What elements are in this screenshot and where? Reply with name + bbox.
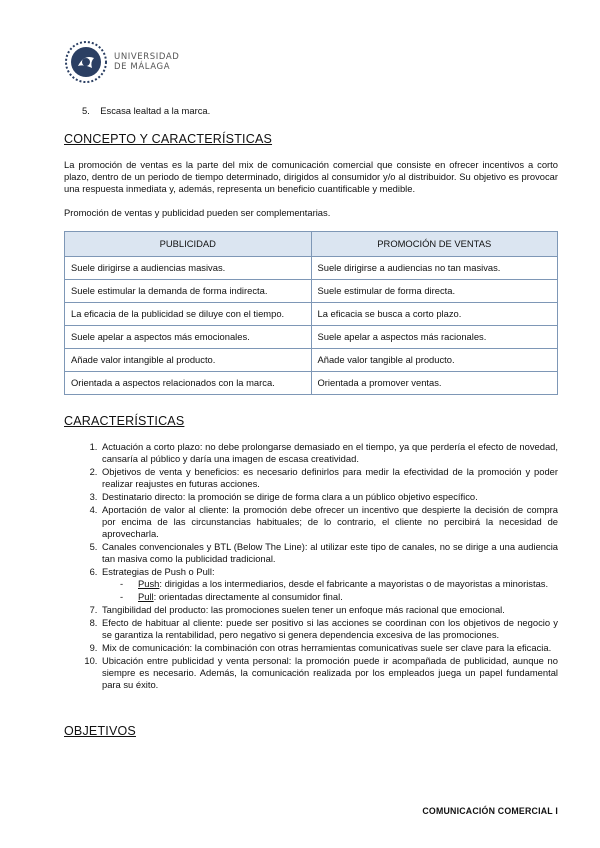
- logo-line2: DE MÁLAGA: [114, 62, 171, 72]
- university-seal-icon: [64, 40, 108, 84]
- table-cell: Suele apelar a aspectos más racionales.: [311, 326, 558, 349]
- table-row: [65, 326, 558, 349]
- table-cell: Suele estimular de forma directa.: [311, 280, 558, 303]
- list-item: 7. Tangibilidad del producto: las promociones suelen tener un enfoque más racional que emocional.: [100, 604, 558, 616]
- list-item: [100, 566, 558, 603]
- table-cell: Añade valor intangible al producto.: [65, 349, 312, 372]
- comparison-table: [64, 231, 558, 395]
- table-cell: La eficacia se busca a corto plazo.: [311, 303, 558, 326]
- paragraph-definition: La promoción de ventas es la parte del mix de comunicación comercial que consiste en ofrecer incentivos a corto plazo, dentro de un periodo de tiempo determinado, dirigidos al consumidor y/o al distribuidor. Su objetivo es provocar una respuesta inmediata y, además, representa un beneficio cuantificable y medible.: [64, 159, 558, 194]
- table-row: [65, 372, 558, 395]
- term-push: Push: [138, 578, 160, 589]
- section-title-concepto: CONCEPTO Y CARACTERÍSTICAS: [64, 132, 273, 146]
- table-cell: Orientada a promover ventas.: [311, 372, 558, 395]
- logo-line1: UNIVERSIDAD: [114, 52, 180, 62]
- list-number: 5.: [82, 105, 90, 116]
- sublist-text: : dirigidas a los intermediarios, desde el fabricante a mayoristas o de mayoristas a minoristas.: [159, 578, 549, 589]
- list-item: 4. Aportación de valor al cliente: la promoción debe ofrecer un incentivo que despierte la decisión de compra por encima de las circunstancias habituales; de lo contrario, el cliente no percibirá la necesidad de aprovecharla.: [100, 504, 558, 540]
- list-item: 10. Ubicación entre publicidad y venta personal: la promoción puede ir acompañada de publicidad, aunque no siempre es necesario. Además, la comunicación realizada por los empleados juega un papel fundamental para su éxito.: [100, 655, 558, 691]
- university-logo: [64, 40, 179, 84]
- table-row: [65, 349, 558, 372]
- section-title-caracteristicas: CARACTERÍSTICAS: [64, 414, 185, 428]
- table-cell: La eficacia de la publicidad se diluye con el tiempo.: [65, 303, 312, 326]
- table-cell: Suele estimular la demanda de forma indirecta.: [65, 280, 312, 303]
- sublist-text: : orientadas directamente al consumidor final.: [153, 591, 343, 602]
- list-item: 3. Destinatario directo: la promoción se dirige de forma clara a un público objetivo específico.: [100, 491, 558, 503]
- page-footer: COMUNICACIÓN COMERCIAL I: [422, 806, 558, 816]
- list-item: 5. Canales convencionales y BTL (Below The Line): al utilizar este tipo de canales, no se dirige a una audiencia tan masiva como la publicidad tradicional.: [100, 541, 558, 565]
- list-item: 9. Mix de comunicación: la combinación con otras herramientas comunicativas suele ser clave para la eficacia.: [100, 642, 558, 654]
- table-header-row: [65, 232, 558, 257]
- term-pull: Pull: [138, 591, 154, 602]
- sublist-item-push: [120, 578, 558, 590]
- table-row: [65, 303, 558, 326]
- section-title-objetivos: OBJETIVOS: [64, 724, 136, 738]
- table-cell: Suele dirigirse a audiencias no tan masivas.: [311, 257, 558, 280]
- table-row: [65, 280, 558, 303]
- sublist-item-pull: [120, 591, 558, 603]
- list-item: [64, 105, 558, 117]
- table-cell: Orientada a aspectos relacionados con la marca.: [65, 372, 312, 395]
- list-item: 8. Efecto de habituar al cliente: puede ser positivo si las acciones se coordinan con los objetivos de negocio y se garantiza la rentabilidad, pero negativo si genera dependencia excesiva de las promociones.: [100, 617, 558, 641]
- list-item-text: Estrategias de Push o Pull:: [102, 566, 215, 577]
- header-publicidad: PUBLICIDAD: [65, 232, 312, 257]
- paragraph-complementary: Promoción de ventas y publicidad pueden ser complementarias.: [64, 207, 331, 218]
- list-item: 1. Actuación a corto plazo: no debe prolongarse demasiado en el tiempo, ya que perdería el efecto de novedad, cansaría al público y daría una imagen de escasa creatividad.: [100, 441, 558, 465]
- characteristics-list: [64, 441, 558, 691]
- list-text: Escasa lealtad a la marca.: [100, 105, 211, 116]
- push-pull-sublist: [102, 578, 558, 603]
- list-item: 2. Objetivos de venta y beneficios: es necesario definirlos para medir la efectividad de la promoción y poder realizar reajustes en futuras acciones.: [100, 466, 558, 490]
- table-row: [65, 257, 558, 280]
- table-cell: Suele dirigirse a audiencias masivas.: [65, 257, 312, 280]
- header-promocion: PROMOCIÓN DE VENTAS: [311, 232, 558, 257]
- table-cell: Suele apelar a aspectos más emocionales.: [65, 326, 312, 349]
- table-cell: Añade valor tangible al producto.: [311, 349, 558, 372]
- document-body: [64, 105, 558, 751]
